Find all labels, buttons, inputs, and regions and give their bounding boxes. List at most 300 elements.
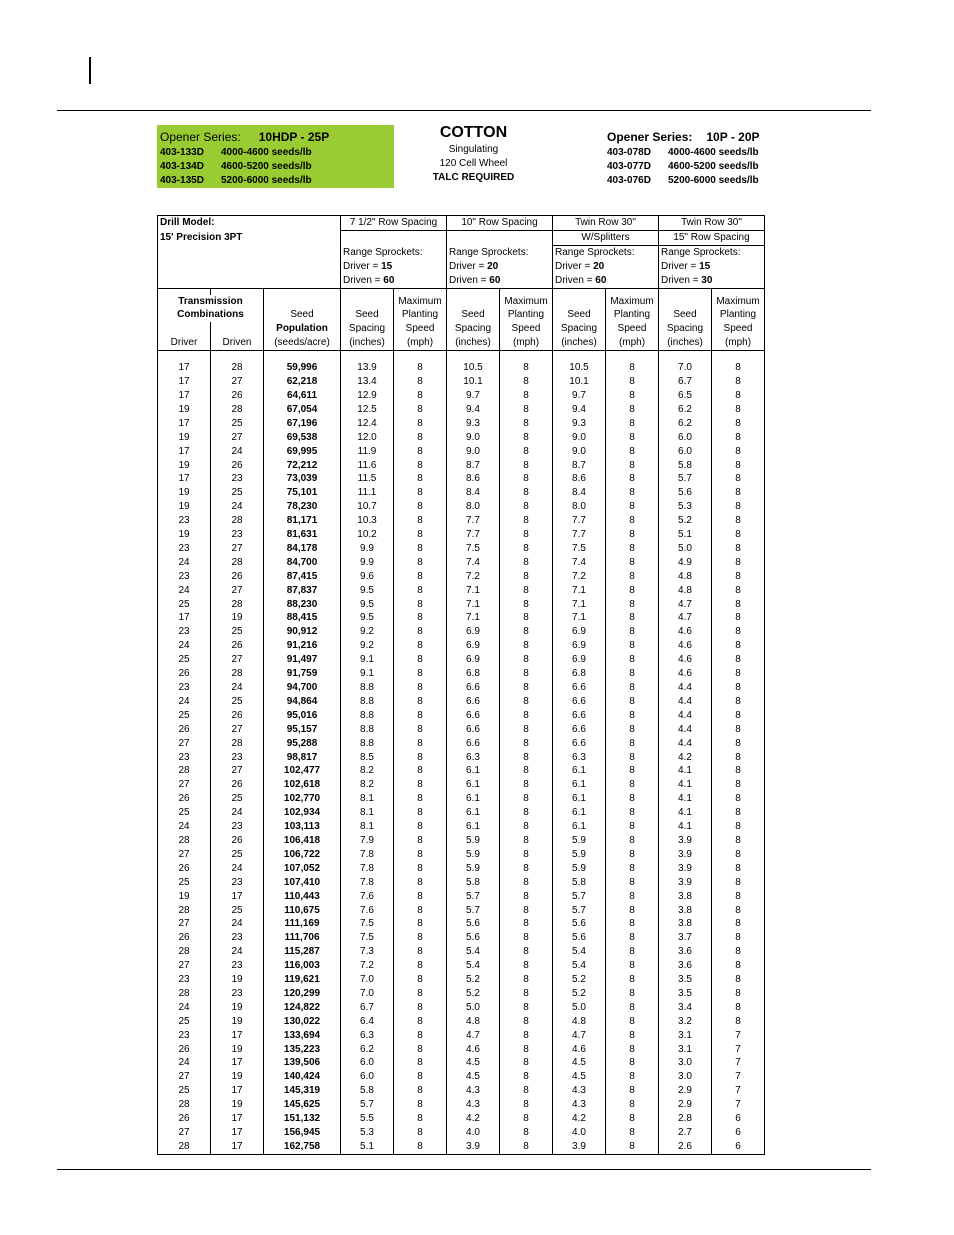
spacer-cell bbox=[264, 351, 341, 362]
table-cell: 8 bbox=[394, 611, 447, 625]
table-cell: 4.4 bbox=[659, 737, 712, 751]
group-title: 10" Row Spacing bbox=[447, 216, 553, 231]
population-cell: 156,945 bbox=[264, 1126, 341, 1140]
table-cell: 8 bbox=[394, 959, 447, 973]
table-cell: 8 bbox=[606, 904, 659, 918]
table-row bbox=[158, 389, 765, 403]
population-cell: 62,218 bbox=[264, 375, 341, 389]
table-cell: 3.9 bbox=[659, 862, 712, 876]
table-row bbox=[158, 417, 765, 431]
table-cell: 8 bbox=[394, 973, 447, 987]
table-cell: 8 bbox=[712, 806, 765, 820]
table-cell: 6.6 bbox=[553, 723, 606, 737]
table-cell: 8.0 bbox=[447, 500, 500, 514]
table-cell: 26 bbox=[158, 931, 211, 945]
table-cell: 23 bbox=[158, 751, 211, 765]
table-cell: 12.9 bbox=[341, 389, 394, 403]
table-cell: 8 bbox=[712, 570, 765, 584]
table-cell: 6.1 bbox=[447, 764, 500, 778]
table-cell: 8 bbox=[712, 445, 765, 459]
table-row bbox=[158, 486, 765, 500]
table-cell: 7.5 bbox=[447, 542, 500, 556]
left-series-row: 403-133D 4000-4600 seeds/lb bbox=[160, 147, 312, 158]
table-cell: 5.7 bbox=[553, 890, 606, 904]
table-cell: 8 bbox=[394, 792, 447, 806]
table-cell: 23 bbox=[158, 681, 211, 695]
table-cell: 8 bbox=[712, 653, 765, 667]
table-cell: 27 bbox=[158, 848, 211, 862]
population-cell: 94,864 bbox=[264, 695, 341, 709]
table-cell: 8 bbox=[606, 848, 659, 862]
table-cell: 28 bbox=[211, 598, 264, 612]
table-cell: 4.6 bbox=[659, 639, 712, 653]
table-cell: 5.8 bbox=[341, 1084, 394, 1098]
table-cell: 8 bbox=[500, 625, 553, 639]
table-cell: 6.6 bbox=[447, 737, 500, 751]
left-series-title: Opener Series: 10HDP - 25P bbox=[160, 130, 330, 144]
header-row bbox=[158, 274, 765, 288]
table-cell: 8 bbox=[606, 764, 659, 778]
population-cell: 81,631 bbox=[264, 528, 341, 542]
table-cell: 8 bbox=[606, 361, 659, 375]
table-row bbox=[158, 904, 765, 918]
table-cell: 23 bbox=[158, 625, 211, 639]
table-cell: 8 bbox=[394, 848, 447, 862]
table-cell: 19 bbox=[158, 528, 211, 542]
table-cell: 19 bbox=[158, 403, 211, 417]
table-cell: 8 bbox=[500, 987, 553, 1001]
table-cell: 6.9 bbox=[553, 639, 606, 653]
table-cell: 24 bbox=[211, 445, 264, 459]
table-cell: 8 bbox=[712, 751, 765, 765]
table-cell: 25 bbox=[211, 848, 264, 862]
table-cell: 8 bbox=[606, 528, 659, 542]
left-series-row: 403-135D 5200-6000 seeds/lb bbox=[160, 175, 312, 186]
table-cell: 8 bbox=[500, 1140, 553, 1154]
table-cell: 8 bbox=[500, 375, 553, 389]
population-cell: 116,003 bbox=[264, 959, 341, 973]
table-cell: 8 bbox=[394, 1056, 447, 1070]
table-cell: 8 bbox=[500, 570, 553, 584]
table-cell: 8 bbox=[500, 417, 553, 431]
table-cell: 4.9 bbox=[659, 556, 712, 570]
table-cell: 9.0 bbox=[553, 431, 606, 445]
table-cell: 7 bbox=[712, 1043, 765, 1057]
population-cell: 69,995 bbox=[264, 445, 341, 459]
table-cell: 17 bbox=[158, 417, 211, 431]
population-cell: 67,196 bbox=[264, 417, 341, 431]
table-cell: 7 bbox=[712, 1029, 765, 1043]
table-cell: 3.7 bbox=[659, 931, 712, 945]
table-cell: 9.0 bbox=[447, 431, 500, 445]
table-cell: 6.9 bbox=[447, 625, 500, 639]
table-cell: 8 bbox=[500, 542, 553, 556]
table-cell: 8.2 bbox=[341, 778, 394, 792]
population-cell: 103,113 bbox=[264, 820, 341, 834]
table-cell: 9.3 bbox=[553, 417, 606, 431]
table-cell: 3.6 bbox=[659, 959, 712, 973]
table-cell: 9.9 bbox=[341, 542, 394, 556]
table-cell: 5.4 bbox=[447, 959, 500, 973]
table-cell: 5.6 bbox=[447, 931, 500, 945]
sprocket-driven: Driven = 30 bbox=[659, 274, 765, 288]
col-speed-header: (mph) bbox=[394, 336, 447, 350]
col-driver-header: Driver bbox=[158, 336, 211, 350]
transmission-title: Transmission bbox=[158, 295, 264, 309]
header-row bbox=[158, 295, 765, 309]
crop-title: COTTON bbox=[439, 124, 508, 141]
table-cell: 8 bbox=[712, 431, 765, 445]
table-cell: 8 bbox=[500, 1056, 553, 1070]
table-cell: 3.5 bbox=[659, 973, 712, 987]
table-cell: 8 bbox=[712, 639, 765, 653]
table-cell: 4.2 bbox=[447, 1112, 500, 1126]
table-cell: 8.1 bbox=[341, 806, 394, 820]
table-row bbox=[158, 890, 765, 904]
table-cell: 11.9 bbox=[341, 445, 394, 459]
table-row bbox=[158, 1126, 765, 1140]
table-cell: 5.6 bbox=[553, 917, 606, 931]
table-cell: 8 bbox=[606, 945, 659, 959]
table-cell: 5.9 bbox=[447, 862, 500, 876]
table-row bbox=[158, 806, 765, 820]
table-cell: 4.7 bbox=[659, 598, 712, 612]
table-cell: 19 bbox=[211, 611, 264, 625]
table-row bbox=[158, 1029, 765, 1043]
table-cell: 8 bbox=[712, 625, 765, 639]
table-cell: 6 bbox=[712, 1140, 765, 1154]
table-row bbox=[158, 403, 765, 417]
table-cell: 7 bbox=[712, 1084, 765, 1098]
table-cell: 4.0 bbox=[447, 1126, 500, 1140]
table-cell: 10.3 bbox=[341, 514, 394, 528]
table-cell: 6.6 bbox=[447, 695, 500, 709]
table-cell: 6.6 bbox=[447, 681, 500, 695]
table-cell: 28 bbox=[211, 361, 264, 375]
table-row bbox=[158, 917, 765, 931]
table-cell: 8 bbox=[606, 611, 659, 625]
table-cell: 26 bbox=[211, 459, 264, 473]
table-cell: 24 bbox=[211, 945, 264, 959]
right-series-row: 403-077D 4600-5200 seeds/lb bbox=[607, 161, 759, 172]
table-cell: 27 bbox=[211, 542, 264, 556]
table-cell: 6.1 bbox=[447, 792, 500, 806]
table-cell: 7 bbox=[712, 1070, 765, 1084]
table-cell: 23 bbox=[158, 973, 211, 987]
table-cell: 4.3 bbox=[553, 1098, 606, 1112]
col-speed-header: Planting bbox=[500, 308, 553, 322]
col-speed-header: Planting bbox=[394, 308, 447, 322]
table-cell: 6.2 bbox=[341, 1043, 394, 1057]
table-row bbox=[158, 625, 765, 639]
table-cell: 8 bbox=[712, 514, 765, 528]
table-cell: 8 bbox=[394, 806, 447, 820]
table-row bbox=[158, 445, 765, 459]
table-cell: 23 bbox=[211, 931, 264, 945]
table-cell: 19 bbox=[211, 1043, 264, 1057]
table-cell: 17 bbox=[158, 361, 211, 375]
col-spacing-header bbox=[553, 295, 606, 309]
table-cell: 4.0 bbox=[553, 1126, 606, 1140]
table-cell: 8 bbox=[606, 625, 659, 639]
population-cell: 75,101 bbox=[264, 486, 341, 500]
table-cell: 8 bbox=[606, 834, 659, 848]
population-cell: 91,216 bbox=[264, 639, 341, 653]
table-cell: 23 bbox=[211, 472, 264, 486]
table-cell: 5.3 bbox=[341, 1126, 394, 1140]
table-cell: 28 bbox=[158, 834, 211, 848]
crop-line: Singulating bbox=[448, 144, 499, 155]
col-spacing-header: Seed bbox=[341, 308, 394, 322]
table-cell: 3.1 bbox=[659, 1043, 712, 1057]
table-row bbox=[158, 584, 765, 598]
table-cell: 19 bbox=[211, 1098, 264, 1112]
group-subtitle: W/Splitters bbox=[553, 230, 659, 245]
table-row bbox=[158, 751, 765, 765]
table-cell: 8.6 bbox=[553, 472, 606, 486]
table-cell: 25 bbox=[158, 1015, 211, 1029]
table-cell: 7.3 bbox=[341, 945, 394, 959]
table-cell: 8 bbox=[500, 431, 553, 445]
table-cell: 8 bbox=[394, 389, 447, 403]
blank-cell bbox=[211, 322, 264, 336]
table-cell: 28 bbox=[158, 987, 211, 1001]
table-cell: 8 bbox=[500, 556, 553, 570]
group-subtitle: 15" Row Spacing bbox=[659, 230, 765, 245]
table-cell: 26 bbox=[211, 639, 264, 653]
table-cell: 3.9 bbox=[553, 1140, 606, 1154]
header-row bbox=[158, 230, 765, 245]
table-cell: 8 bbox=[394, 598, 447, 612]
table-cell: 5.4 bbox=[553, 959, 606, 973]
population-cell: 107,410 bbox=[264, 876, 341, 890]
table-cell: 8 bbox=[500, 820, 553, 834]
table-cell: 8 bbox=[500, 904, 553, 918]
table-cell: 26 bbox=[158, 667, 211, 681]
table-cell: 28 bbox=[211, 403, 264, 417]
table-cell: 27 bbox=[211, 723, 264, 737]
table-cell: 8 bbox=[500, 445, 553, 459]
table-cell: 4.5 bbox=[553, 1056, 606, 1070]
table-cell: 8 bbox=[606, 778, 659, 792]
table-cell: 17 bbox=[211, 1140, 264, 1154]
table-cell: 17 bbox=[158, 611, 211, 625]
table-row bbox=[158, 361, 765, 375]
table-cell: 10.5 bbox=[447, 361, 500, 375]
group-title: 7 1/2" Row Spacing bbox=[341, 216, 447, 231]
population-cell: 98,817 bbox=[264, 751, 341, 765]
table-cell: 5.6 bbox=[553, 931, 606, 945]
table-cell: 26 bbox=[211, 709, 264, 723]
population-cell: 94,700 bbox=[264, 681, 341, 695]
table-cell: 8 bbox=[606, 917, 659, 931]
table-cell: 8.4 bbox=[553, 486, 606, 500]
table-cell: 8 bbox=[500, 1043, 553, 1057]
table-cell: 8 bbox=[606, 1140, 659, 1154]
crop-line: TALC REQUIRED bbox=[432, 172, 515, 183]
sprocket-label: Range Sprockets: bbox=[659, 245, 765, 259]
table-cell: 5.9 bbox=[553, 834, 606, 848]
table-cell: 8 bbox=[712, 681, 765, 695]
table-cell: 6.1 bbox=[553, 778, 606, 792]
table-cell: 8 bbox=[394, 876, 447, 890]
table-row bbox=[158, 1015, 765, 1029]
table-cell: 5.7 bbox=[341, 1098, 394, 1112]
col-spacing-header: (inches) bbox=[341, 336, 394, 350]
table-cell: 8 bbox=[394, 931, 447, 945]
table-cell: 8 bbox=[712, 528, 765, 542]
table-cell: 8 bbox=[500, 973, 553, 987]
table-cell: 17 bbox=[211, 1029, 264, 1043]
table-cell: 8 bbox=[606, 681, 659, 695]
table-cell: 5.9 bbox=[447, 834, 500, 848]
table-cell: 8 bbox=[712, 876, 765, 890]
population-cell: 84,178 bbox=[264, 542, 341, 556]
table-cell: 8 bbox=[500, 403, 553, 417]
transmission-title: Combinations bbox=[158, 308, 264, 322]
blank-cell bbox=[158, 245, 341, 259]
table-cell: 2.9 bbox=[659, 1098, 712, 1112]
table-cell: 3.2 bbox=[659, 1015, 712, 1029]
spacer-cell bbox=[394, 351, 447, 362]
table-cell: 23 bbox=[211, 820, 264, 834]
spacer-cell bbox=[712, 351, 765, 362]
col-spacing-header: (inches) bbox=[447, 336, 500, 350]
population-cell: 91,497 bbox=[264, 653, 341, 667]
table-cell: 17 bbox=[158, 375, 211, 389]
col-spacing-header bbox=[659, 295, 712, 309]
table-cell: 8 bbox=[394, 917, 447, 931]
table-cell: 8 bbox=[606, 1029, 659, 1043]
table-cell: 8 bbox=[394, 570, 447, 584]
table-cell: 6.1 bbox=[447, 806, 500, 820]
table-cell: 8 bbox=[394, 403, 447, 417]
table-cell: 26 bbox=[158, 723, 211, 737]
table-cell: 6.1 bbox=[447, 820, 500, 834]
table-cell: 8 bbox=[394, 1112, 447, 1126]
table-cell: 9.4 bbox=[447, 403, 500, 417]
sprocket-driver: Driver = 15 bbox=[659, 260, 765, 274]
table-cell: 8 bbox=[500, 584, 553, 598]
table-cell: 8 bbox=[606, 500, 659, 514]
col-spacing-header: (inches) bbox=[659, 336, 712, 350]
table-cell: 8 bbox=[712, 931, 765, 945]
table-cell: 8 bbox=[394, 431, 447, 445]
group-subtitle bbox=[447, 230, 553, 245]
table-row bbox=[158, 1140, 765, 1154]
table-cell: 9.0 bbox=[447, 445, 500, 459]
table-cell: 7.7 bbox=[447, 528, 500, 542]
table-cell: 25 bbox=[158, 709, 211, 723]
table-cell: 9.5 bbox=[341, 611, 394, 625]
table-cell: 24 bbox=[158, 556, 211, 570]
population-cell: 84,700 bbox=[264, 556, 341, 570]
col-population-header: Seed bbox=[264, 308, 341, 322]
table-cell: 8 bbox=[394, 890, 447, 904]
left-series-row: 403-134D 4600-5200 seeds/lb bbox=[160, 161, 312, 172]
population-cell: 78,230 bbox=[264, 500, 341, 514]
table-cell: 8.1 bbox=[341, 820, 394, 834]
table-cell: 2.9 bbox=[659, 1084, 712, 1098]
table-cell: 17 bbox=[211, 890, 264, 904]
table-cell: 24 bbox=[158, 584, 211, 598]
table-cell: 4.6 bbox=[659, 667, 712, 681]
table-cell: 10.1 bbox=[447, 375, 500, 389]
table-cell: 8 bbox=[712, 987, 765, 1001]
table-cell: 25 bbox=[158, 598, 211, 612]
table-cell: 6.1 bbox=[553, 792, 606, 806]
population-cell: 73,039 bbox=[264, 472, 341, 486]
table-cell: 12.0 bbox=[341, 431, 394, 445]
drill-label: Drill Model: bbox=[158, 216, 341, 231]
table-cell: 24 bbox=[158, 820, 211, 834]
sprocket-driver: Driver = 15 bbox=[341, 260, 447, 274]
table-cell: 24 bbox=[158, 695, 211, 709]
table-cell: 28 bbox=[211, 737, 264, 751]
table-cell: 8 bbox=[712, 764, 765, 778]
table-cell: 25 bbox=[211, 904, 264, 918]
spacer-cell bbox=[447, 351, 500, 362]
table-cell: 28 bbox=[211, 667, 264, 681]
table-cell: 8 bbox=[500, 1029, 553, 1043]
table-cell: 11.5 bbox=[341, 472, 394, 486]
table-cell: 8 bbox=[606, 959, 659, 973]
table-cell: 8 bbox=[606, 459, 659, 473]
table-cell: 8 bbox=[394, 653, 447, 667]
table-cell: 8 bbox=[606, 431, 659, 445]
table-cell: 6.7 bbox=[659, 375, 712, 389]
table-cell: 7.9 bbox=[341, 834, 394, 848]
table-cell: 8 bbox=[606, 556, 659, 570]
table-cell: 8 bbox=[394, 945, 447, 959]
population-cell: 88,415 bbox=[264, 611, 341, 625]
table-cell: 8 bbox=[394, 1070, 447, 1084]
table-cell: 5.6 bbox=[447, 917, 500, 931]
table-cell: 28 bbox=[158, 764, 211, 778]
table-cell: 7.5 bbox=[341, 931, 394, 945]
table-cell: 5.2 bbox=[553, 973, 606, 987]
table-cell: 8 bbox=[606, 723, 659, 737]
table-cell: 2.6 bbox=[659, 1140, 712, 1154]
table-cell: 25 bbox=[158, 1084, 211, 1098]
table-cell: 8.7 bbox=[447, 459, 500, 473]
table-cell: 4.1 bbox=[659, 778, 712, 792]
table-row bbox=[158, 556, 765, 570]
population-cell: 59,996 bbox=[264, 361, 341, 375]
table-cell: 8 bbox=[500, 611, 553, 625]
table-row bbox=[158, 848, 765, 862]
table-cell: 8 bbox=[712, 848, 765, 862]
table-cell: 23 bbox=[211, 876, 264, 890]
table-cell: 7.2 bbox=[553, 570, 606, 584]
table-cell: 8 bbox=[394, 737, 447, 751]
population-cell: 95,288 bbox=[264, 737, 341, 751]
table-cell: 8 bbox=[394, 500, 447, 514]
table-cell: 24 bbox=[211, 862, 264, 876]
population-cell: 88,230 bbox=[264, 598, 341, 612]
table-cell: 6.8 bbox=[447, 667, 500, 681]
table-cell: 8 bbox=[500, 486, 553, 500]
col-speed-header: Speed bbox=[394, 322, 447, 336]
sprocket-driver: Driver = 20 bbox=[447, 260, 553, 274]
col-spacing-header: Seed bbox=[659, 308, 712, 322]
right-series-title: Opener Series: 10P - 20P bbox=[607, 130, 760, 144]
table-cell: 7.4 bbox=[553, 556, 606, 570]
table-cell: 8 bbox=[394, 1098, 447, 1112]
table-cell: 6.0 bbox=[341, 1056, 394, 1070]
table-cell: 17 bbox=[211, 1126, 264, 1140]
table-cell: 8 bbox=[500, 848, 553, 862]
